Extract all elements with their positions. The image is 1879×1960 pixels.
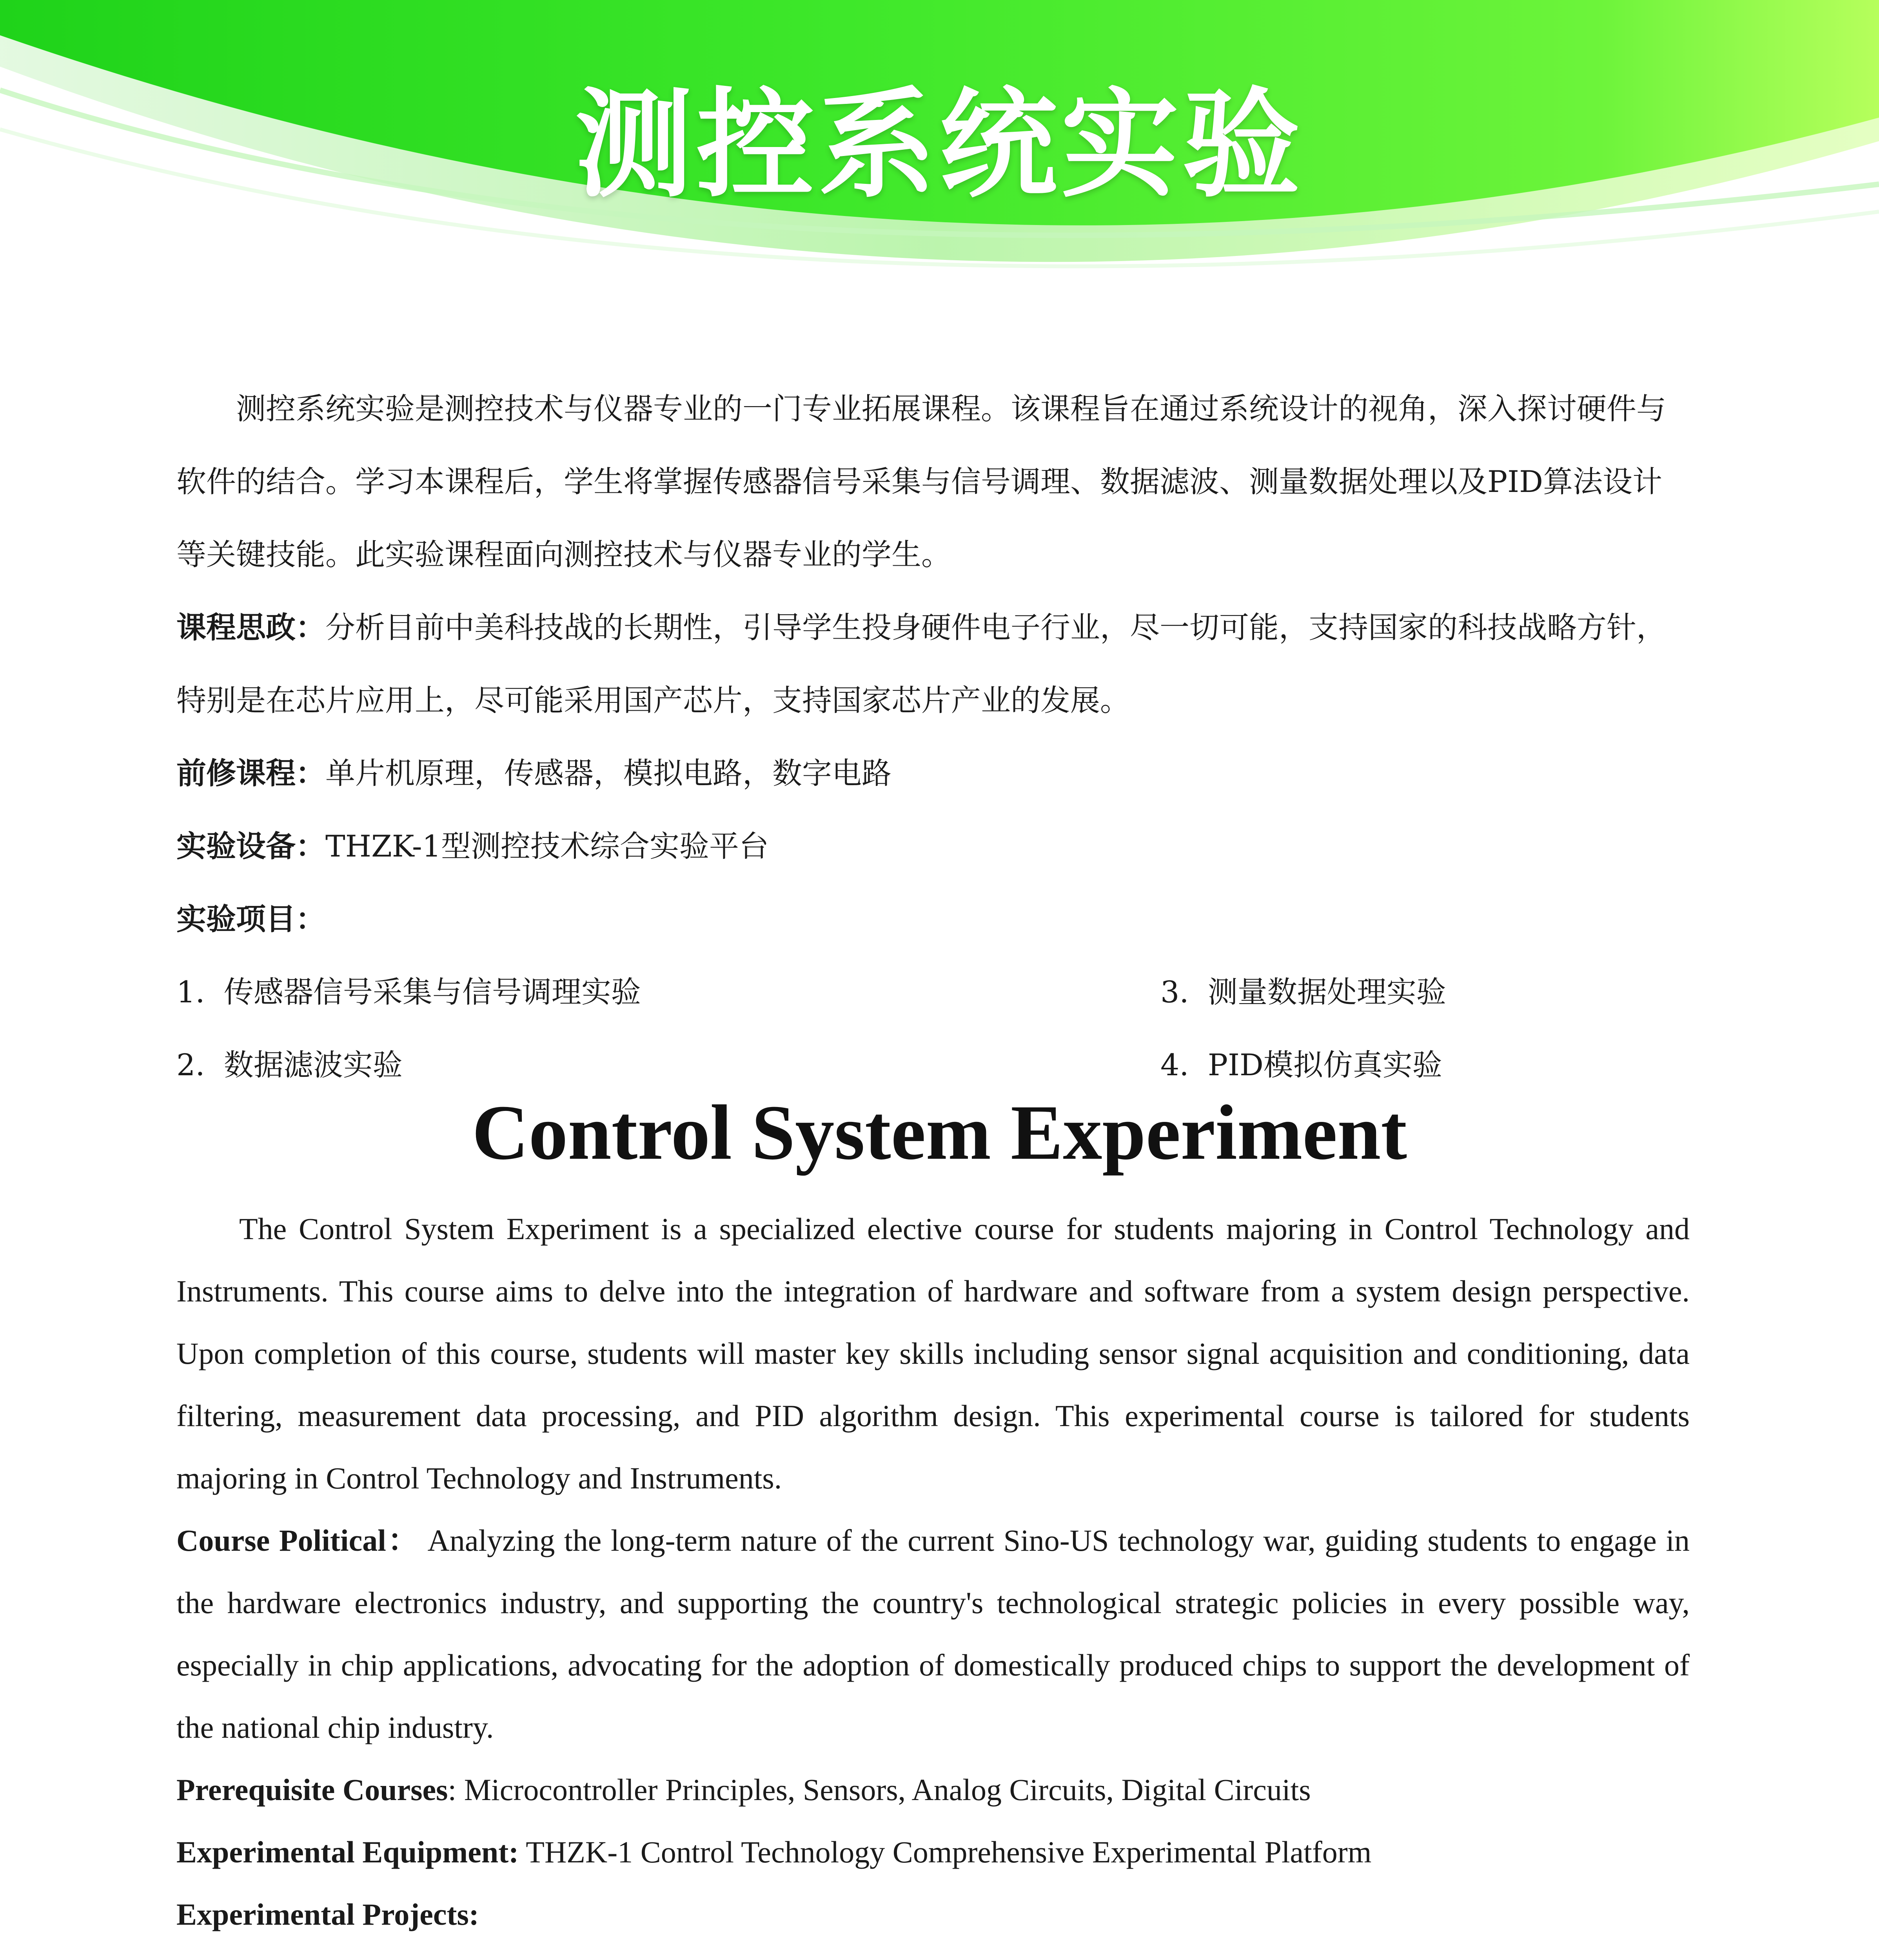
cn-politics-paragraph: [176, 591, 1690, 737]
list-item-text: 数据滤波实验: [223, 1047, 403, 1082]
cn-politics-label: 课程思政：: [176, 610, 325, 645]
en-projects-label: [176, 1883, 1690, 1945]
page-title-cn: 测控系统实验: [575, 76, 1304, 213]
cn-equipment-text: THZK-1型测控技术综合实验平台: [325, 829, 769, 864]
en-politics-label: Course Political：: [176, 1523, 420, 1557]
en-content: [176, 1198, 1690, 1960]
cn-prereq-text: 单片机原理，传感器，模拟电路，数字电路: [325, 756, 891, 791]
en-equipment-line: [176, 1821, 1690, 1883]
list-item: [176, 1945, 1690, 1960]
cn-equipment-label: 实验设备：: [176, 829, 325, 864]
cn-politics-text: 分析目前中美科技战的长期性，引导学生投身硬件电子行业，尽一切可能，支持国家的科技战略方针，特别是在芯片应用上，尽可能采用国产芯片，支持国家芯片产业的发展。: [176, 610, 1666, 718]
en-equipment-label: Experimental Equipment:: [176, 1835, 519, 1869]
en-prereq-text: : Microcontroller Principles, Sensors, Analog Circuits, Digital Circuits: [448, 1773, 1311, 1807]
cn-projects-list: [176, 956, 1690, 1102]
list-item: [1160, 956, 1879, 1029]
list-item-text: PID模拟仿真实验: [1207, 1047, 1442, 1082]
list-item-text: 传感器信号采集与信号调理实验: [223, 975, 641, 1009]
cn-projects-label: 实验项目：: [176, 902, 325, 936]
list-item-number: [176, 1945, 231, 1960]
list-item-number: 1.: [176, 975, 205, 1009]
list-item-text: 测量数据处理实验: [1207, 975, 1446, 1009]
list-item-number: 4.: [1160, 1047, 1189, 1082]
en-prereq-line: [176, 1759, 1690, 1821]
cn-intro-paragraph: 测控系统实验是测控技术与仪器专业的一门专业拓展课程。该课程旨在通过系统设计的视角，深入探讨硬件与软件的结合。学习本课程后，学生将掌握传感器信号采集与信号调理、数据滤波、测量数据处理以及PID算法设计等关键技能。此实验课程面向测控技术与仪器专业的学生。: [176, 391, 1666, 572]
cn-content: [176, 372, 1690, 1102]
en-politics-text: Analyzing the long-term nature of the current Sino-US technology war, guiding students to engage in the hardware electronics industry, and supporting the country's technological strategic policies in every possible way, especially in chip applications, advocating for the adoption of domestically produced chips to support the development of the national chip industry.: [176, 1523, 1690, 1744]
en-politics-paragraph: [176, 1509, 1690, 1759]
en-equipment-text: THZK-1 Control Technology Comprehensive Experimental Platform: [519, 1835, 1372, 1869]
en-prereq-label: Prerequisite Courses: [176, 1773, 448, 1807]
en-projects-list: [176, 1945, 1690, 1960]
en-projects-label-text: Experimental Projects:: [176, 1897, 479, 1931]
en-intro-paragraph: The Control System Experiment is a specialized elective course for students majoring in Control Technology and Instruments. This course aims to delve into the integration of hardware and software from a system design perspective. Upon completion of this course, students will master key skills including sensor signal acquisition and conditioning, data filtering, measurement data processing, and PID algorithm design. This experimental course is tailored for students majoring in Control Technology and Instruments.: [176, 1212, 1690, 1495]
page-title-en: Control System Experiment: [472, 1089, 1407, 1176]
list-item: [176, 956, 921, 1029]
cn-equipment-line: [176, 810, 1690, 883]
list-item-number: 2.: [176, 1047, 205, 1082]
cn-prereq-line: [176, 737, 1690, 810]
cn-prereq-label: 前修课程：: [176, 756, 325, 791]
list-item-number: 3.: [1160, 975, 1189, 1009]
